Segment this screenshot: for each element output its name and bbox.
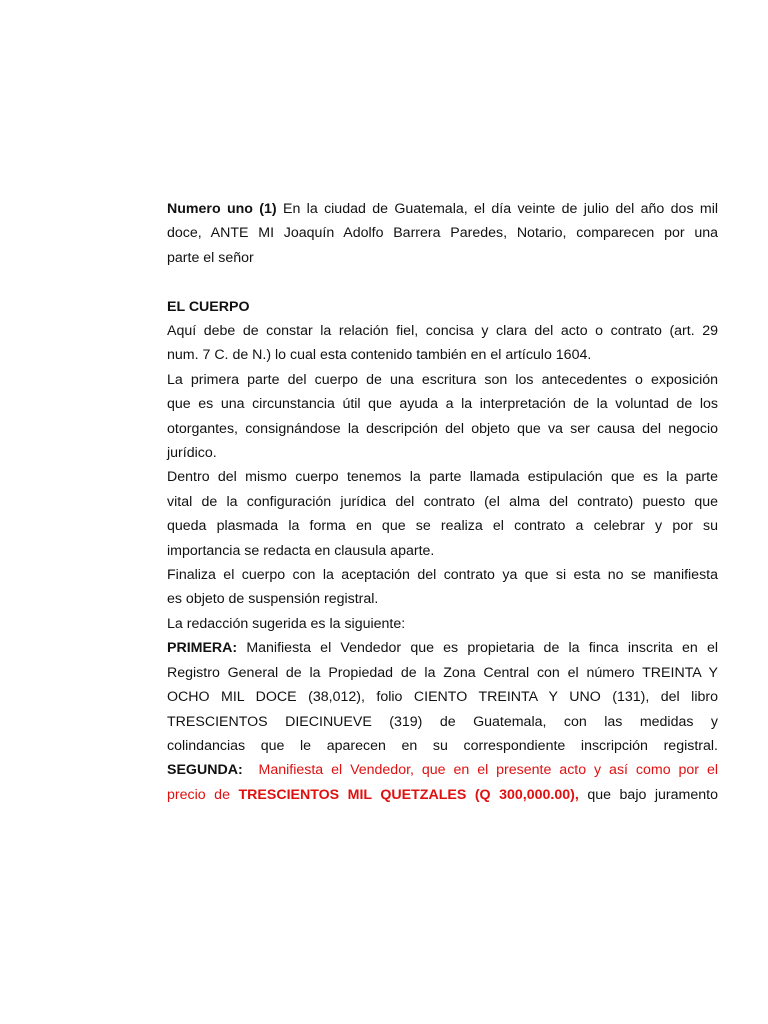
clause-segunda: SEGUNDA: Manifiesta el Vendedor, que en el presente acto y así como por el precio de TRESCIENTOS MIL QUETZALES (Q 300,000.00), que bajo juramento — [167, 762, 718, 803]
document-body — [167, 197, 718, 807]
clause-primera: PRIMERA: Manifiesta el Vendedor que es propietaria de la finca inscrita en el Registro General de la Propiedad de la Zona Central con el número TREINTA Y OCHO MIL DOCE (38,012), folio CIENTO TREINTA Y UNO (131), del libro TRESCIENTOS DIECINUEVE (319) de Guatemala, con las medidas y colindancias que le aparecen en su correspondiente inscripción registral. — [167, 640, 718, 754]
segunda-label: SEGUNDA: — [167, 762, 243, 779]
section-heading: EL CUERPO — [167, 298, 250, 315]
intro-line-1: Numero uno (1) En la ciudad de Guatemala, el día veinte de julio del año dos mil — [167, 201, 718, 217]
paragraph-1: Aquí debe de constar la relación fiel, concisa y clara del acto o contrato (art. 29 num. 7 C. de N.) lo cual esta contenido también en el artículo 1604. — [167, 323, 718, 364]
intro-paragraph — [167, 197, 718, 270]
paragraph-5: La redacción sugerida es la siguiente: — [167, 615, 406, 632]
intro-line-2: doce, ANTE MI Joaquín Adolfo Barrera Paredes, Notario, comparecen por una — [167, 225, 718, 242]
intro-lead: Numero uno (1) — [167, 201, 277, 217]
spacer — [167, 270, 718, 294]
intro-line-3: parte el señor — [167, 249, 254, 266]
paragraph-4: Finaliza el cuerpo con la aceptación del contrato ya que si esta no se manifiesta es objeto de suspensión registral. — [167, 567, 718, 608]
primera-label: PRIMERA: — [167, 640, 238, 657]
price-amount: TRESCIENTOS MIL QUETZALES (Q 300,000.00), — [238, 786, 579, 803]
paragraph-3: Dentro del mismo cuerpo tenemos la parte llamada estipulación que es la parte vital de la configuración jurídica del contrato (el alma del contrato) puesto que queda plasmada la forma en que se realiza el contrato a celebrar y por su importancia se redacta en clausula aparte. — [167, 469, 718, 559]
paragraph-2: La primera parte del cuerpo de una escritura son los antecedentes o exposición que es una circunstancia útil que ayuda a la interpretación de la voluntad de los otorgantes, consignándose la descripción del objeto que va ser causa del negocio jurídico. — [167, 371, 718, 462]
